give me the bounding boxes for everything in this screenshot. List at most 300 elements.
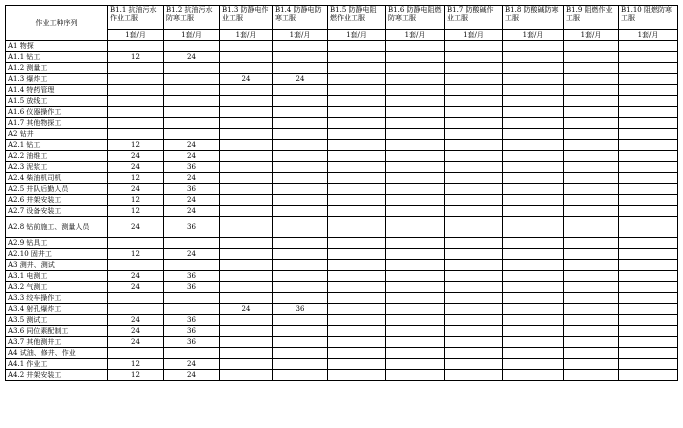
value-cell: [503, 162, 564, 173]
value-cell: 36: [273, 304, 328, 315]
value-cell: [220, 184, 273, 195]
value-cell: [164, 348, 220, 359]
value-cell: [503, 140, 564, 151]
value-cell: [445, 249, 503, 260]
value-cell: 36: [164, 271, 220, 282]
value-cell: [503, 238, 564, 249]
unit-cell: 1套/月: [619, 30, 678, 41]
value-cell: [273, 52, 328, 63]
value-cell: [503, 41, 564, 52]
job-name-cell: A2.2 油维工: [6, 151, 108, 162]
value-cell: [220, 85, 273, 96]
value-cell: [328, 238, 386, 249]
table-row: [6, 217, 678, 238]
value-cell: [220, 337, 273, 348]
value-cell: 36: [164, 162, 220, 173]
job-name-cell: A3 测井、测试: [6, 260, 108, 271]
unit-cell: 1套/月: [328, 30, 386, 41]
document-sheet: [5, 5, 678, 381]
value-cell: 12: [108, 140, 164, 151]
value-cell: [564, 140, 619, 151]
value-cell: [164, 41, 220, 52]
value-cell: [328, 96, 386, 107]
value-cell: 24: [164, 52, 220, 63]
value-cell: 24: [164, 370, 220, 381]
value-cell: [220, 249, 273, 260]
value-cell: [220, 151, 273, 162]
value-cell: 24: [220, 304, 273, 315]
value-cell: [328, 184, 386, 195]
value-cell: [445, 304, 503, 315]
value-cell: [619, 206, 678, 217]
value-cell: [386, 293, 445, 304]
job-name-cell: A2.6 井架安装工: [6, 195, 108, 206]
value-cell: [445, 370, 503, 381]
value-cell: [619, 151, 678, 162]
value-cell: [273, 107, 328, 118]
job-name-cell: A1.1 钻工: [6, 52, 108, 63]
value-cell: [220, 96, 273, 107]
value-cell: [164, 260, 220, 271]
value-cell: [445, 326, 503, 337]
value-cell: [328, 63, 386, 74]
table-row: [6, 118, 678, 129]
value-cell: [108, 238, 164, 249]
column-header: B1.5 防静电阻燃作业工服: [328, 6, 386, 30]
value-cell: [445, 271, 503, 282]
table-row: [6, 184, 678, 195]
value-cell: 12: [108, 195, 164, 206]
value-cell: [503, 315, 564, 326]
table-row: [6, 206, 678, 217]
value-cell: [445, 238, 503, 249]
value-cell: [445, 206, 503, 217]
value-cell: [564, 271, 619, 282]
value-cell: [503, 151, 564, 162]
value-cell: [108, 96, 164, 107]
value-cell: [328, 359, 386, 370]
value-cell: [619, 315, 678, 326]
value-cell: [108, 348, 164, 359]
value-cell: [503, 118, 564, 129]
value-cell: [386, 74, 445, 85]
ppe-issue-table: [5, 5, 678, 381]
value-cell: [328, 370, 386, 381]
value-cell: [328, 304, 386, 315]
value-cell: [564, 129, 619, 140]
value-cell: [386, 282, 445, 293]
value-cell: [386, 348, 445, 359]
value-cell: [220, 107, 273, 118]
value-cell: [164, 118, 220, 129]
value-cell: [108, 107, 164, 118]
value-cell: 24: [108, 271, 164, 282]
job-name-cell: A2.1 钻工: [6, 140, 108, 151]
unit-cell: 1套/月: [386, 30, 445, 41]
value-cell: [619, 304, 678, 315]
job-name-cell: A3.5 测试工: [6, 315, 108, 326]
value-cell: [386, 41, 445, 52]
value-cell: [564, 315, 619, 326]
unit-cell: 1套/月: [164, 30, 220, 41]
value-cell: [273, 41, 328, 52]
job-name-cell: A2.3 泥浆工: [6, 162, 108, 173]
column-header: B1.9 阻燃作业工服: [564, 6, 619, 30]
value-cell: [564, 195, 619, 206]
unit-cell: 1套/月: [108, 30, 164, 41]
value-cell: 24: [164, 140, 220, 151]
value-cell: [619, 85, 678, 96]
value-cell: [108, 129, 164, 140]
value-cell: [386, 206, 445, 217]
value-cell: [619, 238, 678, 249]
job-name-cell: A2.5 井队后勤人员: [6, 184, 108, 195]
value-cell: 12: [108, 370, 164, 381]
value-cell: [503, 85, 564, 96]
table-row: [6, 107, 678, 118]
value-cell: [328, 140, 386, 151]
value-cell: [164, 74, 220, 85]
value-cell: [503, 326, 564, 337]
value-cell: [328, 85, 386, 96]
table-row: [6, 370, 678, 381]
value-cell: [619, 41, 678, 52]
value-cell: [564, 85, 619, 96]
value-cell: [445, 184, 503, 195]
value-cell: [108, 85, 164, 96]
unit-cell: 1套/月: [445, 30, 503, 41]
value-cell: [386, 359, 445, 370]
value-cell: [273, 129, 328, 140]
job-name-cell: A2.10 固井工: [6, 249, 108, 260]
value-cell: [564, 326, 619, 337]
value-cell: [164, 85, 220, 96]
value-cell: [220, 282, 273, 293]
job-name-cell: A2 钻井: [6, 129, 108, 140]
value-cell: [386, 337, 445, 348]
table-row: [6, 195, 678, 206]
value-cell: [619, 140, 678, 151]
value-cell: [386, 52, 445, 63]
value-cell: [328, 315, 386, 326]
job-name-cell: A1.4 特药管理: [6, 85, 108, 96]
value-cell: [619, 96, 678, 107]
job-name-cell: A3.6 同位素配制工: [6, 326, 108, 337]
value-cell: [273, 184, 328, 195]
value-cell: [273, 337, 328, 348]
value-cell: [564, 206, 619, 217]
job-name-cell: A4.2 井架安装工: [6, 370, 108, 381]
value-cell: [108, 74, 164, 85]
value-cell: [386, 249, 445, 260]
value-cell: [503, 337, 564, 348]
value-cell: 24: [164, 359, 220, 370]
column-header: B1.10 阻燃防寒工服: [619, 6, 678, 30]
table-row: [6, 293, 678, 304]
value-cell: [164, 107, 220, 118]
value-cell: [503, 282, 564, 293]
value-cell: 24: [220, 74, 273, 85]
value-cell: 24: [164, 173, 220, 184]
value-cell: 24: [164, 151, 220, 162]
table-row: [6, 41, 678, 52]
value-cell: [220, 271, 273, 282]
value-cell: [108, 63, 164, 74]
value-cell: [386, 63, 445, 74]
value-cell: [564, 63, 619, 74]
value-cell: [273, 85, 328, 96]
job-name-cell: A3.4 射孔爆炸工: [6, 304, 108, 315]
value-cell: [564, 96, 619, 107]
value-cell: [273, 140, 328, 151]
value-cell: [328, 282, 386, 293]
value-cell: [503, 293, 564, 304]
value-cell: [328, 260, 386, 271]
job-name-cell: A1.2 测量工: [6, 63, 108, 74]
value-cell: [445, 337, 503, 348]
value-cell: [445, 173, 503, 184]
value-cell: [386, 370, 445, 381]
value-cell: [220, 206, 273, 217]
value-cell: [220, 326, 273, 337]
value-cell: [328, 151, 386, 162]
value-cell: [503, 260, 564, 271]
value-cell: [503, 107, 564, 118]
value-cell: [273, 348, 328, 359]
job-name-cell: A1.5 放线工: [6, 96, 108, 107]
value-cell: [619, 162, 678, 173]
value-cell: [503, 304, 564, 315]
value-cell: [564, 74, 619, 85]
value-cell: [273, 63, 328, 74]
job-name-cell: A1 物探: [6, 41, 108, 52]
value-cell: [273, 173, 328, 184]
job-name-cell: A3.1 电测工: [6, 271, 108, 282]
value-cell: [386, 96, 445, 107]
value-cell: [564, 217, 619, 238]
value-cell: [445, 52, 503, 63]
table-row: [6, 63, 678, 74]
value-cell: [445, 348, 503, 359]
table-row: [6, 74, 678, 85]
table-row: [6, 162, 678, 173]
value-cell: [386, 271, 445, 282]
value-cell: [503, 217, 564, 238]
value-cell: 24: [108, 151, 164, 162]
value-cell: [445, 195, 503, 206]
value-cell: [386, 217, 445, 238]
value-cell: [564, 293, 619, 304]
value-cell: [108, 41, 164, 52]
value-cell: 12: [108, 359, 164, 370]
job-name-cell: A2.4 柴油机司机: [6, 173, 108, 184]
value-cell: [386, 85, 445, 96]
table-row: [6, 337, 678, 348]
value-cell: [273, 359, 328, 370]
value-cell: [164, 238, 220, 249]
value-cell: 24: [273, 74, 328, 85]
value-cell: 24: [108, 326, 164, 337]
column-header: B1.2 抗油污水防寒工服: [164, 6, 220, 30]
table-row: [6, 140, 678, 151]
value-cell: [503, 52, 564, 63]
value-cell: [273, 260, 328, 271]
value-cell: [564, 238, 619, 249]
value-cell: [564, 337, 619, 348]
value-cell: [619, 282, 678, 293]
table-row: [6, 96, 678, 107]
value-cell: [503, 348, 564, 359]
column-header: B1.7 防酸碱作业工服: [445, 6, 503, 30]
value-cell: 36: [164, 337, 220, 348]
value-cell: [564, 107, 619, 118]
value-cell: [503, 195, 564, 206]
unit-cell: 1套/月: [273, 30, 328, 41]
value-cell: [564, 118, 619, 129]
table-row: [6, 85, 678, 96]
value-cell: [503, 129, 564, 140]
value-cell: 36: [164, 282, 220, 293]
table-row: [6, 282, 678, 293]
value-cell: [164, 63, 220, 74]
value-cell: [386, 260, 445, 271]
value-cell: [220, 173, 273, 184]
value-cell: [564, 151, 619, 162]
job-name-cell: A3.7 其他测井工: [6, 337, 108, 348]
value-cell: [386, 238, 445, 249]
value-cell: [564, 173, 619, 184]
value-cell: [619, 129, 678, 140]
value-cell: [386, 326, 445, 337]
value-cell: 24: [108, 337, 164, 348]
value-cell: [164, 129, 220, 140]
value-cell: [503, 184, 564, 195]
value-cell: [328, 293, 386, 304]
value-cell: [619, 118, 678, 129]
value-cell: [328, 52, 386, 63]
value-cell: [445, 140, 503, 151]
table-row: [6, 249, 678, 260]
value-cell: [503, 173, 564, 184]
value-cell: [445, 162, 503, 173]
value-cell: [564, 370, 619, 381]
value-cell: [328, 206, 386, 217]
value-cell: [503, 370, 564, 381]
value-cell: [220, 52, 273, 63]
value-cell: [445, 359, 503, 370]
table-row: [6, 129, 678, 140]
value-cell: [328, 348, 386, 359]
value-cell: [220, 238, 273, 249]
table-row: [6, 304, 678, 315]
value-cell: [564, 184, 619, 195]
value-cell: [445, 118, 503, 129]
value-cell: [220, 118, 273, 129]
table-row: [6, 348, 678, 359]
value-cell: [619, 370, 678, 381]
value-cell: [220, 140, 273, 151]
column-header: B1.4 防静电防寒工服: [273, 6, 328, 30]
job-name-cell: A2.8 钻前施工、测量人员: [6, 217, 108, 238]
value-cell: [220, 217, 273, 238]
value-cell: [273, 96, 328, 107]
value-cell: 12: [108, 249, 164, 260]
value-cell: [220, 162, 273, 173]
value-cell: [328, 162, 386, 173]
value-cell: 36: [164, 184, 220, 195]
job-name-cell: A4.1 作业工: [6, 359, 108, 370]
value-cell: [619, 195, 678, 206]
value-cell: [503, 249, 564, 260]
value-cell: 24: [108, 282, 164, 293]
value-cell: [503, 63, 564, 74]
value-cell: 24: [108, 162, 164, 173]
value-cell: [328, 74, 386, 85]
value-cell: [564, 304, 619, 315]
value-cell: 12: [108, 206, 164, 217]
value-cell: [328, 249, 386, 260]
value-cell: [619, 337, 678, 348]
value-cell: [328, 107, 386, 118]
table-row: [6, 238, 678, 249]
value-cell: [619, 348, 678, 359]
value-cell: [619, 52, 678, 63]
value-cell: [273, 271, 328, 282]
value-cell: [164, 293, 220, 304]
value-cell: [386, 140, 445, 151]
value-cell: 36: [164, 326, 220, 337]
value-cell: [619, 271, 678, 282]
value-cell: [445, 74, 503, 85]
value-cell: [564, 348, 619, 359]
value-cell: [164, 304, 220, 315]
value-cell: [503, 206, 564, 217]
value-cell: [503, 74, 564, 85]
value-cell: 24: [164, 249, 220, 260]
value-cell: [619, 184, 678, 195]
unit-cell: 1套/月: [503, 30, 564, 41]
value-cell: [503, 359, 564, 370]
value-cell: [619, 107, 678, 118]
value-cell: [273, 249, 328, 260]
column-header: B1.6 防静电阻燃防寒工服: [386, 6, 445, 30]
job-name-cell: A3.2 气测工: [6, 282, 108, 293]
value-cell: [503, 96, 564, 107]
job-name-cell: A1.6 仪器操作工: [6, 107, 108, 118]
table-header: [6, 6, 678, 41]
value-cell: [328, 326, 386, 337]
column-header: B1.8 防酸碱防寒工服: [503, 6, 564, 30]
value-cell: [273, 162, 328, 173]
value-cell: [386, 162, 445, 173]
value-cell: [386, 173, 445, 184]
value-cell: [328, 41, 386, 52]
value-cell: [386, 151, 445, 162]
value-cell: [220, 195, 273, 206]
column-header: B1.1 抗油污水作业工服: [108, 6, 164, 30]
value-cell: [564, 41, 619, 52]
value-cell: [273, 238, 328, 249]
value-cell: 24: [108, 315, 164, 326]
value-cell: [273, 315, 328, 326]
table-row: [6, 151, 678, 162]
value-cell: [445, 282, 503, 293]
column-header: B1.3 防静电作业工服: [220, 6, 273, 30]
table-row: [6, 52, 678, 63]
value-cell: [220, 370, 273, 381]
value-cell: [564, 249, 619, 260]
value-cell: [386, 195, 445, 206]
